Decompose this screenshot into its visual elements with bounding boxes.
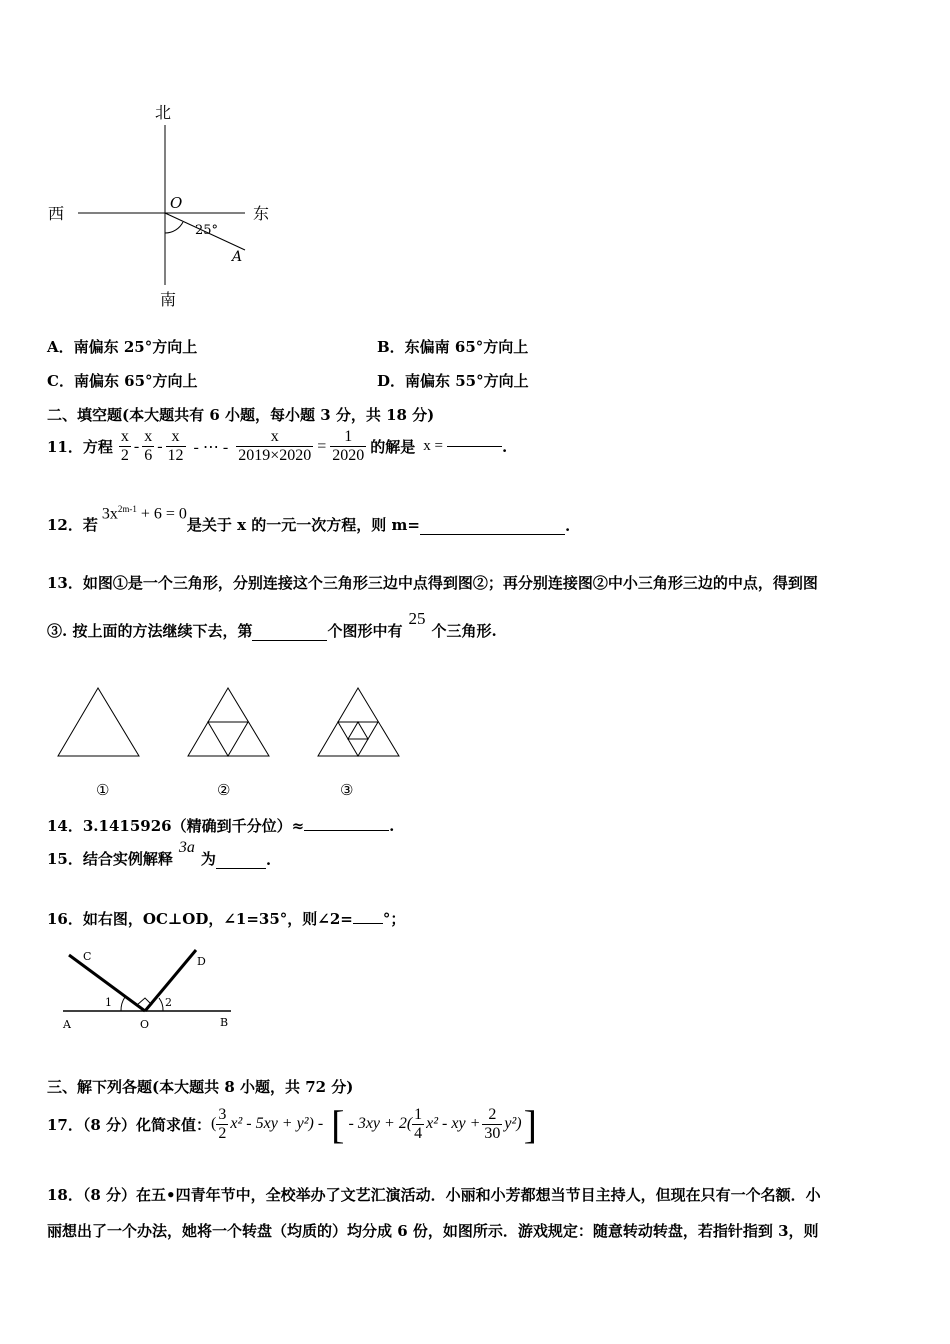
- q12-end: .: [564, 517, 571, 535]
- q13-line2b: 个图形中有: [327, 622, 403, 640]
- q16-end: °；: [382, 910, 406, 928]
- q14-text: 14．3.1415926（精确到千分位）≈: [47, 817, 305, 835]
- q11-answer-blank[interactable]: [447, 446, 502, 447]
- q11-r-num: 1: [330, 428, 366, 447]
- west-label: 西: [48, 204, 65, 223]
- north-label: 北: [155, 103, 172, 122]
- triangle-1: [58, 688, 139, 756]
- q14-answer-blank[interactable]: [304, 830, 389, 831]
- question-15: [47, 839, 272, 869]
- q18-line1: 18．（8 分）在五•四青年节中，全校举办了文艺汇演活动．小丽和小芳都想当节目主持人，但现在只有一个名额．小: [47, 1186, 821, 1204]
- q11-end: .: [501, 437, 508, 456]
- q17-f1-num: 3: [218, 1105, 227, 1123]
- angle1-arc: [121, 997, 125, 1011]
- label-d: D: [197, 955, 206, 968]
- q13-line2a: ③. 按上面的方法继续下去，第: [47, 622, 253, 640]
- fig3-label: ③: [340, 781, 354, 799]
- q17-p3: - 3xy + 2(: [348, 1115, 413, 1132]
- q12-prefix: 12．若: [47, 516, 98, 534]
- q17-p4: x² - xy +: [426, 1115, 481, 1132]
- option-c: C．南偏东 65°方向上: [47, 372, 198, 390]
- south-label: 南: [160, 290, 177, 309]
- q17-f2-num: 1: [414, 1105, 423, 1123]
- compass-figure: [40, 95, 280, 315]
- q11-t2-num: x: [144, 428, 153, 445]
- q15-end: .: [265, 851, 272, 869]
- q13-line2c: 个三角形.: [431, 622, 497, 640]
- question-17: 17．（8 分）化简求值： ( $\frac{3}{2}$ x² - 5xy + y²) - [ - 3xy + 2( $\frac{1}{4}$ x² - xy + $\frac{2}{30}$ y²) ]: [47, 1101, 537, 1147]
- angle-figure: [55, 940, 245, 1035]
- q12-answer-blank[interactable]: [420, 534, 565, 535]
- q12-middle: 是关于 x 的一元一次方程，则 m=: [186, 516, 420, 534]
- angle-label: 25°: [195, 223, 219, 238]
- q11-t4-num: x: [236, 428, 313, 447]
- q11-var: x =: [423, 438, 443, 454]
- q11-t4-den: 2019×2020: [238, 447, 312, 464]
- option-d: D．南偏东 55°方向上: [377, 372, 529, 390]
- label-a: A: [63, 1018, 71, 1031]
- q13-line1: 13．如图①是一个三角形，分别连接这个三角形三边中点得到图②；再分别连接图②中小三角形三边的中点，得到图: [47, 574, 818, 592]
- q15-prefix: 15．结合实例解释: [47, 850, 173, 868]
- label-o: O: [140, 1018, 150, 1031]
- q12-exponent: 2m-1: [117, 503, 137, 514]
- fig1-label: ①: [96, 781, 110, 799]
- q18-line2: 丽想出了一个办法，她将一个转盘（均质的）均分成 6 份，如图所示．游戏规定：随意转动转盘，若指针指到 3，则: [47, 1222, 819, 1240]
- q11-dots: - ⋯ -: [193, 438, 229, 456]
- point-a-label: A: [232, 249, 243, 265]
- triangle-2-inner: [208, 722, 248, 756]
- question-16: [47, 908, 405, 929]
- q17-f3-num: 2: [482, 1106, 502, 1125]
- q13-num: 25: [408, 609, 426, 628]
- q17-f1-den: 2: [218, 1124, 227, 1142]
- q11-t1-num: x: [120, 428, 129, 445]
- option-b: B．东偏南 65°方向上: [377, 338, 529, 356]
- origin-label: O: [170, 194, 183, 212]
- q11-t1-den: 2: [120, 447, 129, 464]
- label-2: 2: [165, 996, 172, 1009]
- angle-arc: [165, 222, 183, 233]
- q12-rest: + 6 = 0: [140, 505, 187, 522]
- section3-title: 三、解下列各题(本大题共 8 小题，共 72 分): [47, 1078, 354, 1096]
- q15-suffix: 为: [200, 850, 216, 868]
- q11-t3-num: x: [166, 428, 186, 447]
- angle2-arc: [159, 998, 163, 1011]
- label-b: B: [220, 1016, 229, 1029]
- triangle-3-inner2: [348, 722, 368, 739]
- q16-text: 16．如右图，OC⊥OD，∠1=35°，则∠2=: [47, 910, 353, 928]
- q17-f2-den: 4: [414, 1124, 423, 1142]
- label-1: 1: [105, 996, 112, 1009]
- q17-p1: (: [211, 1115, 217, 1132]
- fig2-label: ②: [217, 781, 231, 799]
- triangles-figure: [50, 680, 420, 805]
- q11-t3-den: 12: [167, 447, 184, 464]
- question-11: 11．方程 $\frac{x}{2}$ - $\frac{x}{6}$ - $\frac{x}{12}$ - ⋯ - $\frac{x}{2019\times 2020}$ = $\frac{1}{2020}$ 的解是 x = .: [47, 428, 508, 464]
- section2-title: 二、填空题(本大题共有 6 小题，每小题 3 分，共 18 分): [47, 406, 435, 424]
- q11-prefix: 11．方程: [47, 438, 113, 456]
- label-c: C: [83, 950, 92, 963]
- q11-t2-den: 6: [144, 447, 153, 464]
- option-a: A．南偏东 25°方向上: [47, 338, 198, 356]
- q17-p5: y²): [504, 1115, 522, 1132]
- q17-f3-den: 30: [484, 1124, 501, 1142]
- q11-r-den: 2020: [332, 447, 365, 464]
- q11-suffix: 的解是: [370, 438, 416, 456]
- q16-answer-blank[interactable]: [353, 923, 383, 924]
- q17-prefix: 17．（8 分）化简求值：: [47, 1115, 212, 1134]
- q14-end: .: [389, 817, 395, 835]
- q15-expr: 3a: [178, 839, 195, 856]
- q12-expr: 3x: [101, 505, 118, 522]
- q17-p2: x² - 5xy + y²) -: [230, 1115, 324, 1132]
- q15-answer-blank[interactable]: [216, 868, 266, 869]
- q13-line2: [47, 609, 497, 641]
- q13-answer-blank[interactable]: [252, 640, 327, 641]
- question-12: [47, 503, 571, 535]
- question-14: [47, 815, 394, 836]
- east-label: 东: [253, 204, 270, 223]
